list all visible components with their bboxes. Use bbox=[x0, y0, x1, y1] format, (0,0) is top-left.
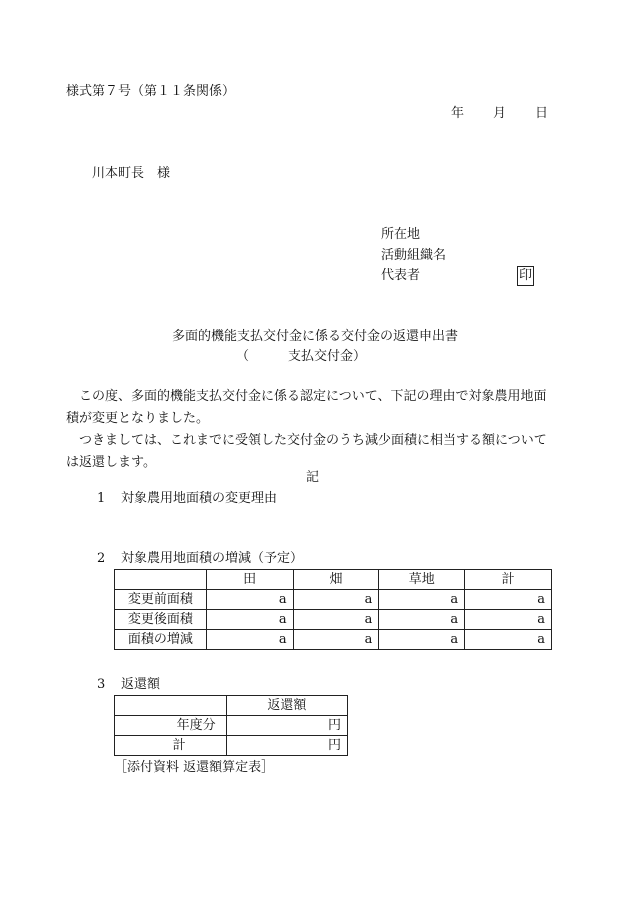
date-month: 月 bbox=[493, 106, 507, 121]
body-text bbox=[66, 386, 551, 474]
refund-table bbox=[114, 695, 348, 756]
table-header-cell: 畑 bbox=[293, 570, 379, 590]
section-1-label: 対象農用地面積の変更理由 bbox=[121, 491, 278, 506]
row-label: 面積の増減 bbox=[115, 630, 207, 650]
table-cell: a bbox=[293, 630, 379, 650]
table-row bbox=[115, 610, 552, 630]
organization-label: 活動組織名 bbox=[381, 248, 447, 263]
table-cell: a bbox=[465, 630, 552, 650]
table-header-cell: 返還額 bbox=[226, 696, 347, 716]
row-label: 変更後面積 bbox=[115, 610, 207, 630]
attachment-note: ［添付資料 返還額算定表］ bbox=[114, 760, 275, 775]
section-1-number: 1 bbox=[97, 491, 106, 506]
table-cell: a bbox=[206, 630, 293, 650]
row-label: 変更前面積 bbox=[115, 590, 207, 610]
date-day: 日 bbox=[535, 106, 549, 121]
addressee: 川本町長 様 bbox=[92, 166, 171, 181]
section-2-number: 2 bbox=[97, 551, 106, 566]
seal-stamp-mark bbox=[517, 266, 534, 286]
table-cell: a bbox=[379, 610, 465, 630]
section-2-label: 対象農用地面積の増減（予定） bbox=[121, 551, 304, 566]
row-label: 年度分 bbox=[115, 716, 227, 736]
date-year: 年 bbox=[451, 106, 465, 121]
table-header-cell: 草地 bbox=[379, 570, 465, 590]
table-header-cell: 田 bbox=[206, 570, 293, 590]
table-header-row bbox=[115, 570, 552, 590]
area-change-table bbox=[114, 569, 552, 650]
document-subtitle: （ 支払交付金） bbox=[236, 349, 367, 364]
form-number: 様式第７号（第１１条関係） bbox=[66, 84, 236, 99]
table-cell: 円 bbox=[226, 736, 347, 756]
document-title: 多面的機能支払交付金に係る交付金の返還申出書 bbox=[171, 329, 458, 344]
seal-label: 印 bbox=[517, 266, 534, 286]
representative-label: 代表者 bbox=[381, 268, 421, 283]
table-cell: a bbox=[206, 590, 293, 610]
table-row bbox=[115, 630, 552, 650]
section-3-label: 返還額 bbox=[121, 677, 161, 692]
table-cell: a bbox=[465, 610, 552, 630]
table-cell: 円 bbox=[226, 716, 347, 736]
ki-marker: 記 bbox=[306, 470, 320, 485]
table-cell: a bbox=[293, 610, 379, 630]
table-row bbox=[115, 590, 552, 610]
table-cell: a bbox=[206, 610, 293, 630]
address-label: 所在地 bbox=[381, 227, 421, 242]
table-header-cell bbox=[115, 570, 207, 590]
body-paragraph-1: この度、多面的機能支払交付金に係る認定について、下記の理由で対象農用地面積が変更となりました。 bbox=[66, 389, 547, 426]
table-cell: a bbox=[379, 590, 465, 610]
table-header-row bbox=[115, 696, 348, 716]
body-paragraph-2: つきましては、これまでに受領した交付金のうち減少面積に相当する額については返還します。 bbox=[66, 433, 547, 470]
row-label: 計 bbox=[115, 736, 227, 756]
table-header-cell: 計 bbox=[465, 570, 552, 590]
table-cell: a bbox=[465, 590, 552, 610]
table-row bbox=[115, 736, 348, 756]
section-3-number: 3 bbox=[97, 677, 106, 692]
table-header-cell bbox=[115, 696, 227, 716]
table-row bbox=[115, 716, 348, 736]
table-cell: a bbox=[379, 630, 465, 650]
table-cell: a bbox=[293, 590, 379, 610]
